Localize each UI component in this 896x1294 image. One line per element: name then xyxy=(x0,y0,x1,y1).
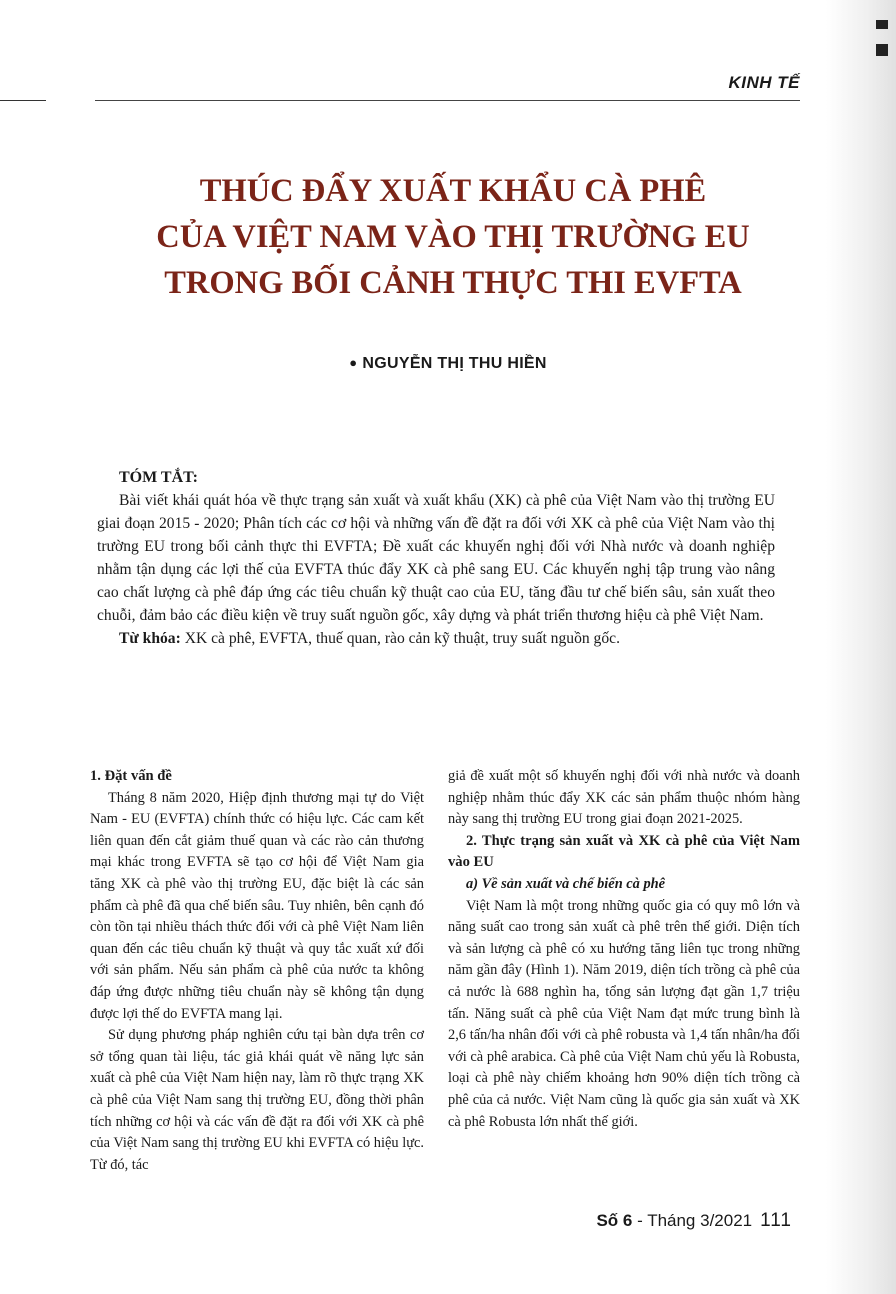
page-footer xyxy=(596,1210,792,1232)
author-name: NGUYỄN THỊ THU HIỀN xyxy=(362,355,547,372)
footer-separator: - xyxy=(632,1211,648,1230)
paragraph: Việt Nam là một trong những quốc gia có quy mô lớn và năng suất cao trong sản xuất cà phê trên thế giới. Diện tích và sản lượng cà phê có xu hướng tăng liên tục trong những năm gần đây (Hình 1). Năm 2019, diện tích trồng cà phê của cả nước là 688 nghìn ha, tổng sản lượng đạt gần 1,7 triệu tấn. Năng suất cà phê của Việt Nam đạt mức trung bình là 2,6 tấn/ha nhân đối với cà phê robusta và 1,4 tấn nhân/ha đối với cà phê arabica. Cà phê của Việt Nam chủ yếu là Robusta, loại cà phê này chiếm khoảng hơn 90% diện tích trồng cà phê của cả nước. Việt Nam cũng là quốc gia sản xuất và XK cà phê Robusta lớn nhất thế giới. xyxy=(448,897,800,1130)
author-line xyxy=(0,355,896,373)
paragraph: Tháng 8 năm 2020, Hiệp định thương mại tự do Việt Nam - EU (EVFTA) chính thức có hiệu lực. Các cam kết liên quan đến cắt giảm thuế quan và các rào cản thương mại khác trong EVFTA sẽ tạo cơ hội để Việt Nam gia tăng XK cà phê vào thị trường EU, đặc biệt là các sản phẩm cà phê đã qua chế biến sâu. Tuy nhiên, bên cạnh đó còn tồn tại nhiều thách thức đối với cà phê Việt Nam liên quan đến các tiêu chuẩn kỹ thuật và quy tắc xuất xứ đối với sản phẩm. Nếu sản phẩm cà phê của nước ta không đáp ứng được những tiêu chuẩn này sẽ không tận dụng được lợi thế do EVFTA mang lại. xyxy=(90,789,424,1022)
edge-mark xyxy=(876,20,888,29)
keywords xyxy=(97,627,775,650)
abstract-heading: TÓM TẮT: xyxy=(119,469,198,486)
abstract xyxy=(97,466,775,650)
title-line: CỦA VIỆT NAM VÀO THỊ TRƯỜNG EU xyxy=(156,219,750,255)
title-line: TRONG BỐI CẢNH THỰC THI EVFTA xyxy=(164,265,742,301)
section-heading: 1. Đặt vấn đề xyxy=(90,768,172,784)
issue-label: Số 6 xyxy=(596,1211,633,1230)
bullet-icon: ● xyxy=(349,355,358,370)
header-rule xyxy=(95,100,800,101)
title-line: THÚC ĐẨY XUẤT KHẨU CÀ PHÊ xyxy=(199,173,707,209)
column-right xyxy=(448,766,800,1133)
issue-date: Tháng 3/2021 xyxy=(647,1211,753,1230)
keywords-text: XK cà phê, EVFTA, thuế quan, rào cản kỹ thuật, truy suất nguồn gốc. xyxy=(184,630,620,647)
edge-mark xyxy=(876,44,888,56)
subsection-heading: a) Về sản xuất và chế biến cà phê xyxy=(466,875,666,892)
article-title xyxy=(40,168,866,306)
section-tag: KINH TẾ xyxy=(728,73,800,92)
page-number: 111 xyxy=(760,1210,792,1231)
keywords-label: Từ khóa: xyxy=(119,630,181,647)
crop-mark xyxy=(0,100,46,101)
section-heading: 2. Thực trạng sản xuất và XK cà phê của Việt Nam vào EU xyxy=(448,832,800,871)
abstract-body: Bài viết khái quát hóa về thực trạng sản xuất và xuất khẩu (XK) cà phê của Việt Nam vào thị trường EU giai đoạn 2015 - 2020; Phân tích các cơ hội và những vấn đề đặt ra đối với XK cà phê của Việt Nam vào thị trường EU trong bối cảnh thực thi EVFTA; Đề xuất các khuyến nghị đối với Nhà nước và doanh nghiệp nhằm tận dụng các lợi thế của EVFTA thúc đẩy XK cà phê sang EU. Các khuyến nghị tập trung vào nâng cao chất lượng cà phê đáp ứng các tiêu chuẩn kỹ thuật cao của EU, tăng đầu tư chế biến sâu, sản xuất theo chuỗi, đảm bảo các điều kiện về truy suất nguồn gốc, xây dựng và phát triển thương hiệu cà phê Việt Nam. xyxy=(97,492,775,624)
paragraph: Sử dụng phương pháp nghiên cứu tại bàn dựa trên cơ sở tổng quan tài liệu, tác giả khái quát về năng lực sản xuất cà phê của Việt Nam hiện nay, làm rõ thực trạng XK cà phê của Việt Nam sang thị trường EU, đồng thời phân tích những cơ hội và các vấn đề đặt ra đối với XK cà phê của Việt Nam sang thị trường EU khi EVFTA có hiệu lực. Từ đó, tác xyxy=(90,1027,424,1173)
column-left xyxy=(90,766,424,1176)
paragraph-continued: giả đề xuất một số khuyến nghị đối với nhà nước và doanh nghiệp nhằm thúc đẩy XK các sản phẩm thuộc nhóm hàng này sang thị trường EU trong giai đoạn 2021-2025. xyxy=(448,768,800,828)
